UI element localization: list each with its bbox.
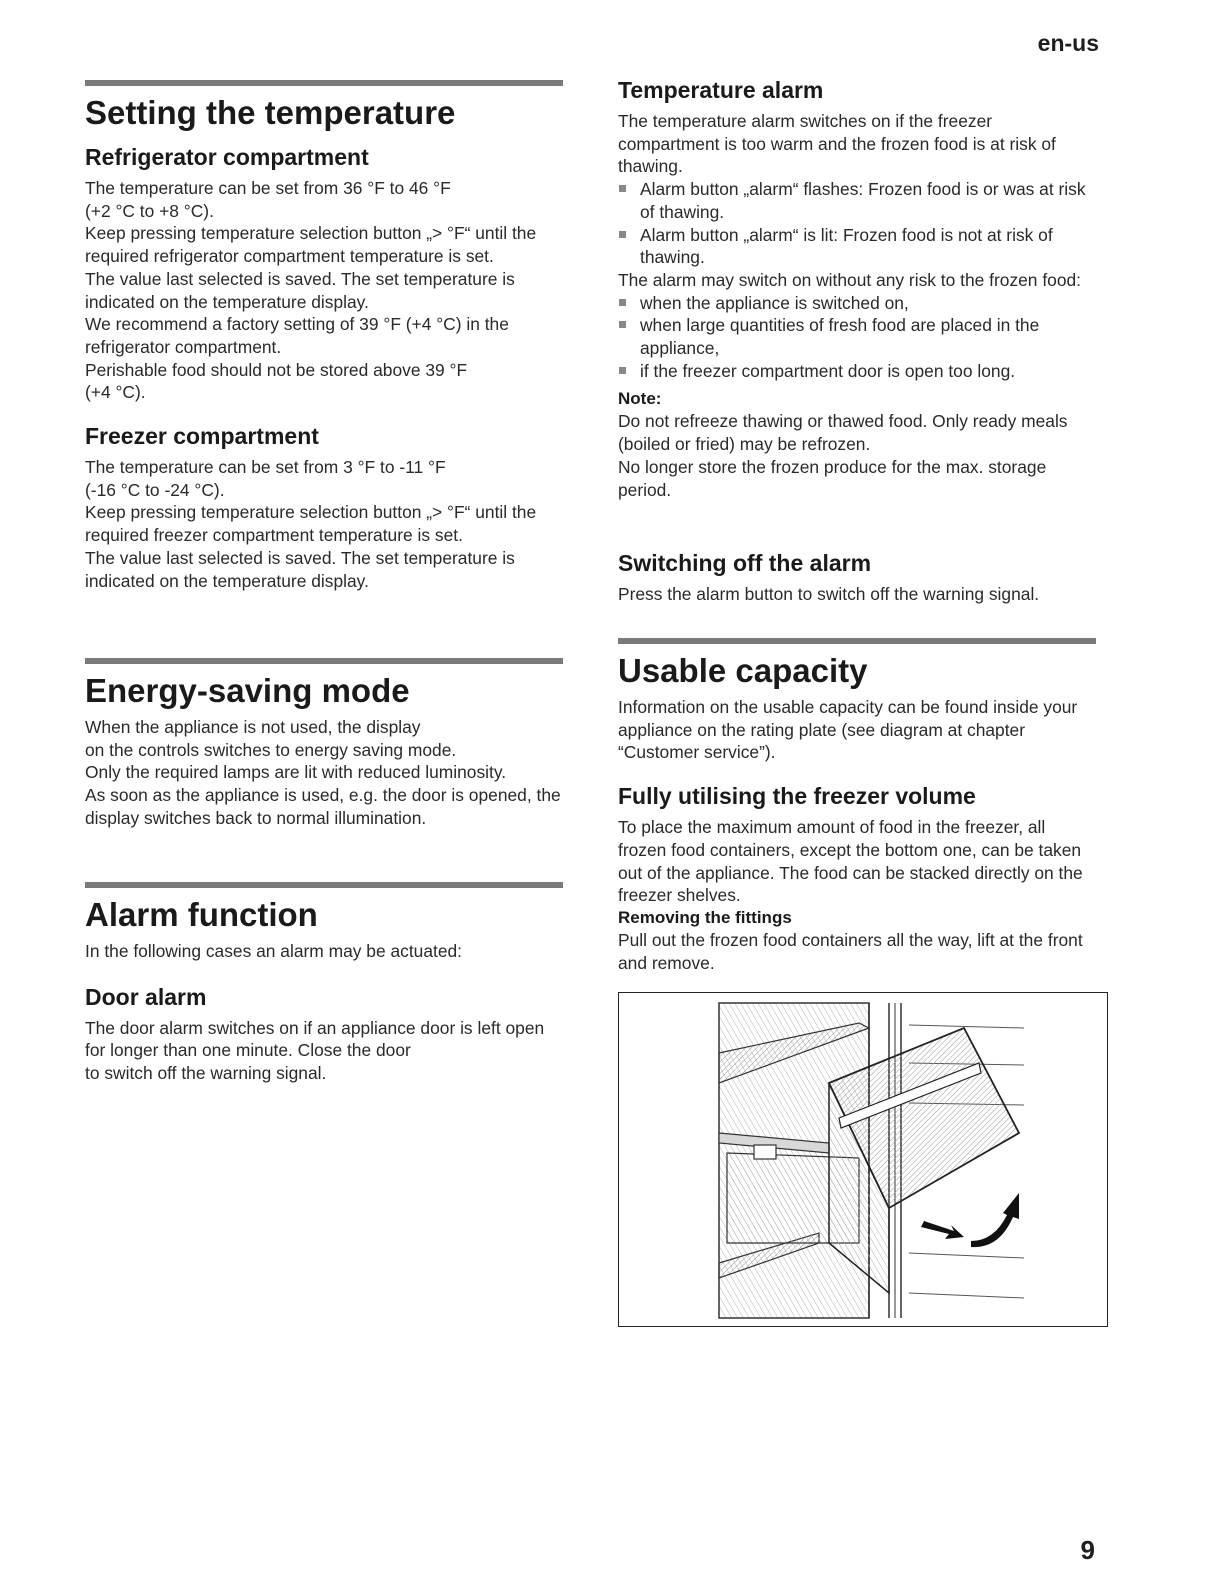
paragraph: Perishable food should not be stored above 39 °F (+4 °C). [85,359,468,403]
bullet-list [618,292,1096,383]
paragraph: Press the alarm button to switch off the warning signal. [618,584,1040,604]
paragraph: As soon as the appliance is used, e.g. the door is opened, the display switches back to normal illumination. [85,785,561,828]
section-divider [85,80,563,86]
paragraph: When the appliance is not used, the display on the controls switches to energy saving mode. [85,717,457,760]
bullet-list [618,178,1096,269]
paragraph: We recommend a factory setting of 39 °F (+4 °C) in the refrigerator compartment. [85,314,509,357]
paragraph: The value last selected is saved. The set temperature is indicated on the temperature display. [85,547,515,591]
section-switching-off-alarm [618,549,1096,606]
subsection-title-door-alarm: Door alarm [85,983,207,1010]
paragraph: Do not refreeze thawing or thawed food. Only ready meals (boiled or fried) may be refrozen. [618,411,1068,455]
paragraph: In the following cases an alarm may be actuated: [85,941,463,961]
paragraph: The temperature can be set from 3 °F to -11 °F (-16 °C to -24 °C). [85,457,446,500]
list-item: Alarm button „alarm“ flashes: Frozen food is or was at risk of thawing. [618,178,1096,223]
note-label: Note: [618,389,662,409]
language-code: en-us [1037,30,1099,56]
paragraph: Keep pressing temperature selection button „> °F“ until the required freezer compartment temperature is set. [85,502,537,546]
freezer-drawer-illustration [618,992,1108,1327]
paragraph: The alarm may switch on without any risk to the frozen food: [618,269,1081,290]
drawer-removal-drawing [619,993,1106,1325]
section-divider [85,658,563,664]
drawer-handle [754,1145,776,1159]
paragraph: Keep pressing temperature selection button „> °F“ until the required refrigerator compartment temperature is set. [85,223,537,267]
subsection-title-temperature-alarm: Temperature alarm [618,77,824,103]
paragraph: To place the maximum amount of food in the freezer, all frozen food containers, except the bottom one, can be taken out of the appliance. The food can be stacked directly on the freezer shelves. [618,817,1083,906]
section-title: Energy-saving mode [85,672,410,709]
paragraph: Pull out the frozen food containers all the way, lift at the front and remove. [618,929,1083,973]
subsection-title-switching-off: Switching off the alarm [618,550,872,576]
section-temperature-alarm [618,76,1096,501]
list-item: Alarm button „alarm“ is lit: Frozen food is not at risk of thawing. [618,224,1096,269]
list-item: if the freezer compartment door is open too long. [618,360,1096,383]
section-title: Setting the temperature [85,94,456,131]
section-usable-capacity [618,638,1096,974]
paragraph: No longer store the frozen produce for the max. storage period. [618,456,1047,500]
pull-arrow [921,1221,964,1239]
section-divider [85,882,563,888]
section-energy-saving [85,658,563,830]
paragraph: The value last selected is saved. The set temperature is indicated on the temperature display. [85,268,515,312]
subsection-title-freezer: Freezer compartment [85,423,319,450]
page-number: 9 [1080,1535,1095,1565]
subheading-removing-fittings: Removing the fittings [618,907,792,927]
paragraph: The door alarm switches on if an appliance door is left open for longer than one minute. Close the door to switch off the warning signal. [85,1017,545,1084]
section-divider [618,638,1096,644]
list-item: when large quantities of fresh food are placed in the appliance, [618,314,1096,359]
subsection-title-fully-utilising: Fully utilising the freezer volume [618,783,976,810]
paragraph: The temperature alarm switches on if the freezer compartment is too warm and the frozen food is at risk of thawing. [618,111,1056,177]
lift-arrow [971,1193,1019,1247]
section-title: Usable capacity [618,652,868,689]
section-setting-temperature [85,80,563,592]
section-alarm-function [85,882,563,1085]
list-item: when the appliance is switched on, [618,292,1096,315]
paragraph: Information on the usable capacity can be found inside your appliance on the rating plate (see diagram at chapter “Customer service”). [618,697,1078,763]
paragraph: The temperature can be set from 36 °F to 46 °F (+2 °C to +8 °C). [85,178,451,221]
subsection-title-refrigerator: Refrigerator compartment [85,144,369,170]
section-title: Alarm function [85,896,318,933]
paragraph: Only the required lamps are lit with reduced luminosity. [85,762,507,783]
